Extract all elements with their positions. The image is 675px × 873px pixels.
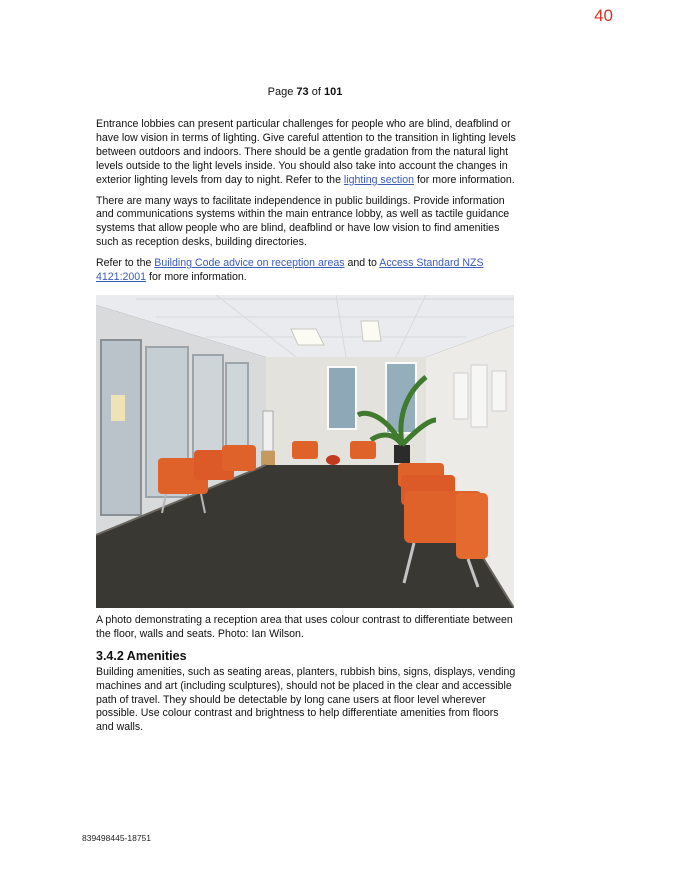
page-current: 73 xyxy=(296,86,309,98)
page-header xyxy=(0,86,610,98)
paragraph-text: for more information. xyxy=(414,173,515,186)
document-id-footer: 839498445-18751 xyxy=(82,833,152,843)
paragraph-text: Refer to the xyxy=(96,257,155,270)
photo-caption: A photo demonstrating a reception area that uses colour contrast to differentiate between the floor, walls and seats. Photo: Ian Wilson. xyxy=(96,613,513,640)
paragraph-text: for more information. xyxy=(146,271,247,284)
paragraph-lighting xyxy=(96,118,516,188)
lighting-section-link[interactable]: lighting section xyxy=(343,173,414,186)
main-content xyxy=(96,118,516,742)
section-heading: 3.4.2 Amenities xyxy=(96,648,187,663)
page-label: Page xyxy=(267,86,297,98)
section-body: Building amenities, such as seating areas, planters, rubbish bins, signs, displays, vending machines and art (including sculptures), should not be placed in the clear and accessible path of travel. They should be detectable by long cane users at floor level wherever possible. Use colour contrast and brightness to help differentiate amenities from floors and walls. xyxy=(96,665,516,734)
paragraph-independence: There are many ways to facilitate independence in public buildings. Provide information and communications systems within the main entrance lobby, as well as tactile guidance systems that allow people who are blind, deafblind or have low vision to find amenities such as reception desks, building directories. xyxy=(96,194,510,249)
paragraph-refer xyxy=(96,257,516,285)
access-standard-link[interactable]: Access Standard NZS 4121:2001 xyxy=(96,257,484,284)
reception-area-photo xyxy=(96,295,514,608)
page-of: of xyxy=(308,86,324,98)
paragraph-text: and to xyxy=(344,257,380,270)
page-total: 101 xyxy=(323,86,343,98)
paragraph-text: Entrance lobbies can present particular challenges for people who are blind, deafblind or have low vision in terms of lighting. Give careful attention to the transition in lighting levels between outdoors and indoors. There should be a gentle gradation from the natural light levels outside to the light levels inside. You should also take into account the changes in exterior lighting levels from day to night. Refer to the xyxy=(96,118,516,186)
corner-page-number: 40 xyxy=(594,6,613,25)
building-code-link[interactable]: Building Code advice on reception areas xyxy=(154,257,345,270)
